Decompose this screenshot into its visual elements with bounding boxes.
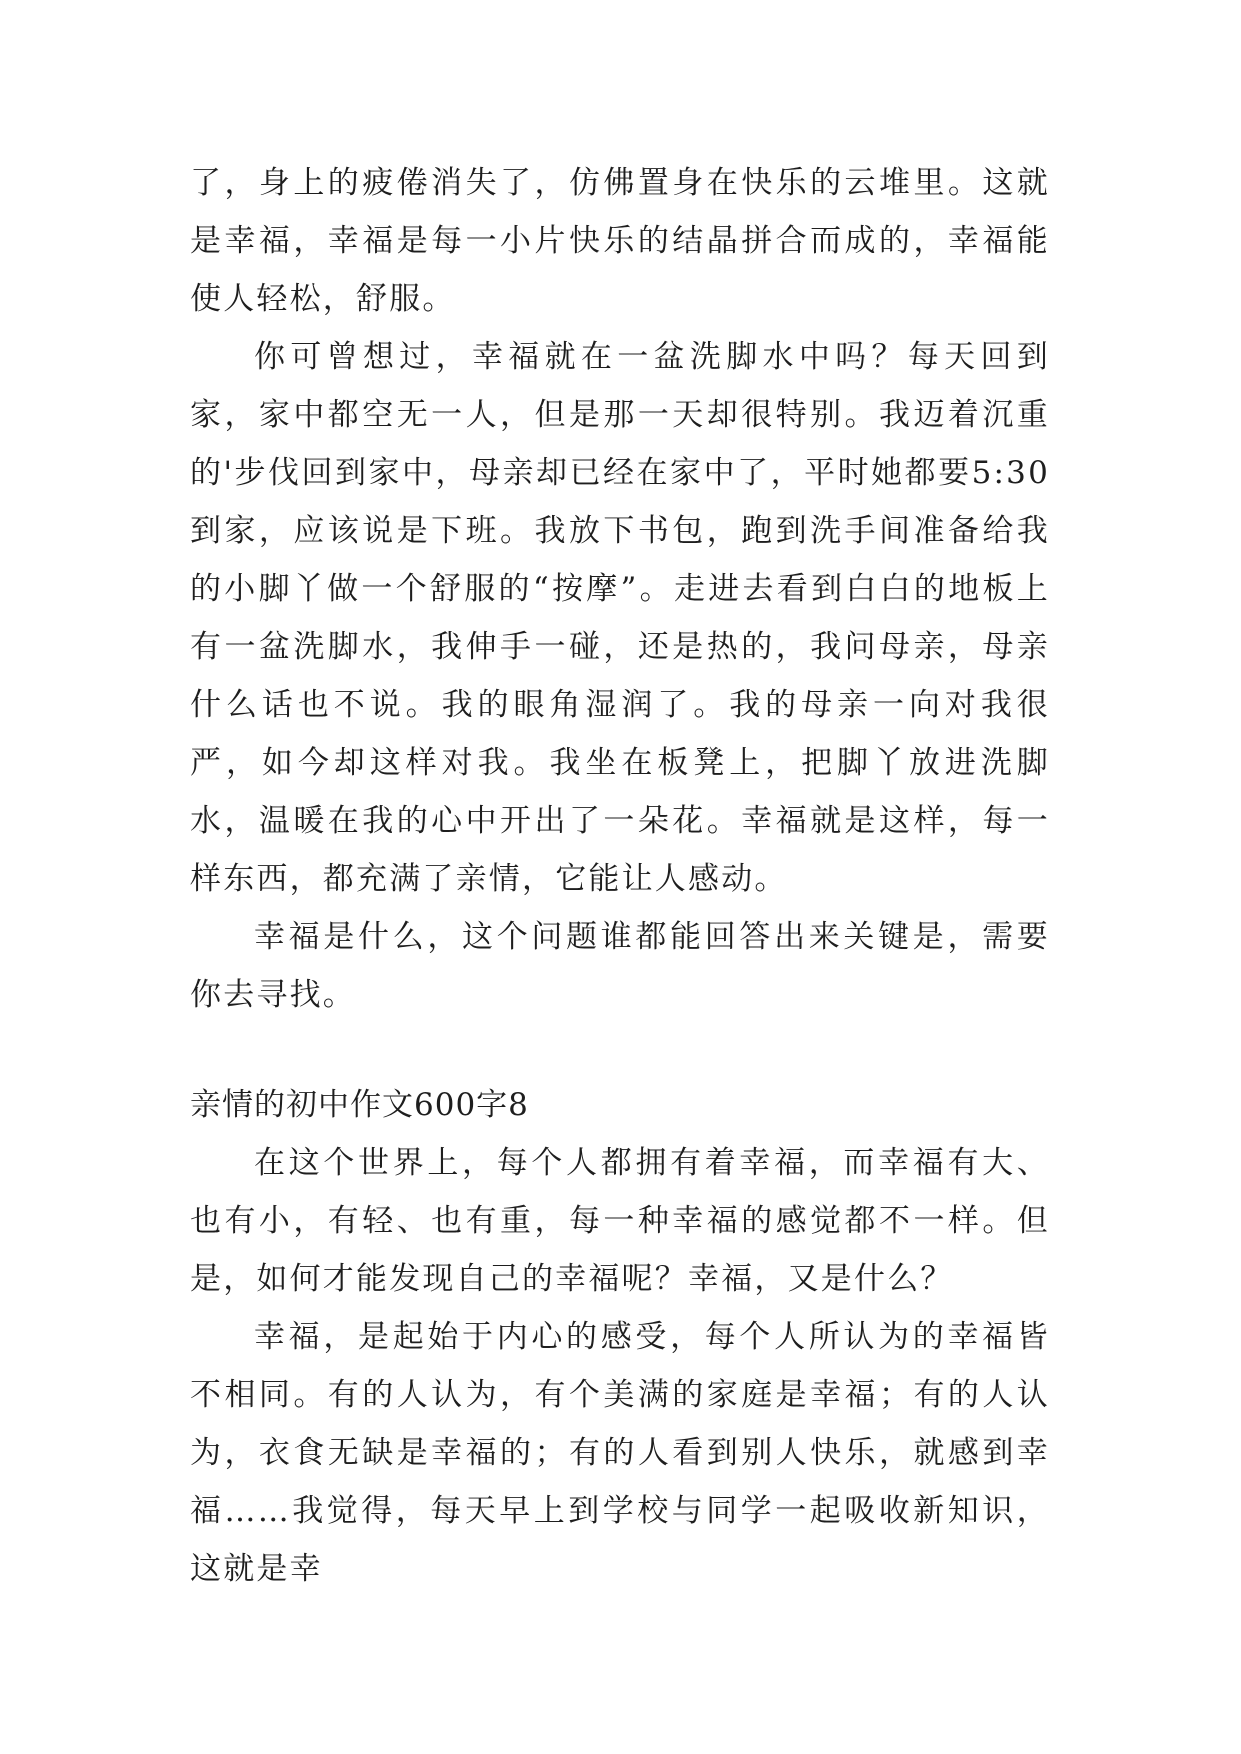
section-spacer — [190, 1024, 1050, 1076]
document-body — [190, 154, 1050, 1598]
paragraph-world-happiness: 在这个世界上，每个人都拥有着幸福，而幸福有大、也有小，有轻、也有重，每一种幸福的感觉都不一样。但是，如何才能发现自己的幸福呢？幸福，又是什么？ — [190, 1145, 1050, 1297]
paragraph-what-is-happiness: 幸福是什么，这个问题谁都能回答出来关键是，需要你去寻找。 — [190, 919, 1050, 1013]
paragraph-foot-bath: 你可曾想过，幸福就在一盆洗脚水中吗？每天回到家，家中都空无一人，但是那一天却很特别。我迈着沉重的'步伐回到家中，母亲却已经在家中了，平时她都要5:30到家，应该说是下班。我放下书包，跑到洗手间准备给我的小脚丫做一个舒服的“按摩”。走进去看到白白的地板上有一盆洗脚水，我伸手一碰，还是热的，我问母亲，母亲什么话也不说。我的眼角湿润了。我的母亲一向对我很严，如今却这样对我。我坐在板凳上，把脚丫放进洗脚水，温暖在我的心中开出了一朵花。幸福就是这样，每一样东西，都充满了亲情，它能让人感动。 — [190, 339, 1050, 897]
section-heading: 亲情的初中作文600字8 — [190, 1087, 529, 1123]
paragraph-inner-feeling: 幸福，是起始于内心的感受，每个人所认为的幸福皆不相同。有的人认为，有个美满的家庭是幸福；有的人认为，衣食无缺是幸福的；有的人看到别人快乐，就感到幸福……我觉得，每天早上到学校与同学一起吸收新知识，这就是幸 — [190, 1319, 1050, 1587]
paragraph-continuation: 了，身上的疲倦消失了，仿佛置身在快乐的云堆里。这就是幸福，幸福是每一小片快乐的结晶拼合而成的，幸福能使人轻松，舒服。 — [190, 165, 1050, 317]
